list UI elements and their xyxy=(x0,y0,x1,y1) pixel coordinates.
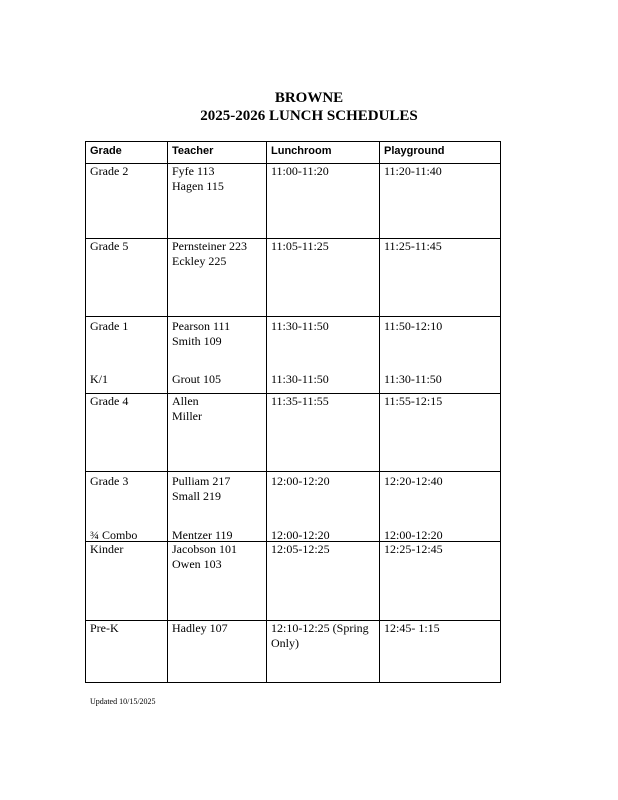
playground-cell: 11:25-11:45 xyxy=(380,239,501,317)
lunchroom-cell: 11:35-11:55 xyxy=(267,394,380,472)
sub-playground: 12:00-12:20 xyxy=(384,528,443,542)
grade-cell: Kinder xyxy=(86,542,168,621)
grade-cell: Grade 5 xyxy=(86,239,168,317)
lunchroom-cell: 12:00-12:20 12:00-12:20 xyxy=(267,472,380,542)
playground-cell: 11:55-12:15 xyxy=(380,394,501,472)
page-title: 2025-2026 LUNCH SCHEDULES xyxy=(200,108,418,124)
grade-cell: Grade 4 xyxy=(86,394,168,472)
teacher-cell: Allen Miller xyxy=(168,394,267,472)
updated-date: Updated 10/15/2025 xyxy=(90,697,156,706)
lunchroom-cell: 11:00-11:20 xyxy=(267,164,380,239)
table-row xyxy=(86,621,501,683)
column-header-lunchroom: Lunchroom xyxy=(267,142,380,164)
table-row xyxy=(86,317,501,394)
table-row xyxy=(86,394,501,472)
sub-teacher: Grout 105 xyxy=(172,372,221,386)
grade-cell: Grade 2 xyxy=(86,164,168,239)
table-header-row xyxy=(86,142,501,164)
sub-grade: ¾ Combo xyxy=(90,528,138,542)
grade-cell: Grade 3 ¾ Combo xyxy=(86,472,168,542)
sub-grade: K/1 xyxy=(90,372,108,386)
playground-cell: 11:20-11:40 xyxy=(380,164,501,239)
playground-cell: 11:50-12:10 11:30-11:50 xyxy=(380,317,501,394)
school-name: BROWNE xyxy=(274,90,344,106)
teacher-cell: Pulliam 217 Small 219 Mentzer 119 xyxy=(168,472,267,542)
lunchroom-cell: 11:30-11:50 11:30-11:50 xyxy=(267,317,380,394)
teacher-cell: Fyfe 113 Hagen 115 xyxy=(168,164,267,239)
column-header-playground: Playground xyxy=(380,142,501,164)
grade-cell: Grade 1 K/1 xyxy=(86,317,168,394)
lunchroom-cell: 12:10-12:25 (Spring Only) xyxy=(267,621,380,683)
teacher-cell: Hadley 107 xyxy=(168,621,267,683)
playground-cell: 12:25-12:45 xyxy=(380,542,501,621)
sub-lunchroom: 11:30-11:50 xyxy=(271,372,329,386)
lunch-schedule-table xyxy=(85,141,501,683)
table-row xyxy=(86,472,501,542)
column-header-grade: Grade xyxy=(86,142,168,164)
grade-cell: Pre-K xyxy=(86,621,168,683)
column-header-teacher: Teacher xyxy=(168,142,267,164)
table-row xyxy=(86,542,501,621)
table-row xyxy=(86,239,501,317)
teacher-cell: Jacobson 101 Owen 103 xyxy=(168,542,267,621)
sub-lunchroom: 12:00-12:20 xyxy=(271,528,330,542)
lunchroom-cell: 12:05-12:25 xyxy=(267,542,380,621)
playground-cell: 12:20-12:40 12:00-12:20 xyxy=(380,472,501,542)
sub-playground: 11:30-11:50 xyxy=(384,372,442,386)
sub-teacher: Mentzer 119 xyxy=(172,528,233,542)
teacher-cell: Pernsteiner 223 Eckley 225 xyxy=(168,239,267,317)
lunchroom-cell: 11:05-11:25 xyxy=(267,239,380,317)
table-row xyxy=(86,164,501,239)
playground-cell: 12:45- 1:15 xyxy=(380,621,501,683)
teacher-cell: Pearson 111 Smith 109 Grout 105 xyxy=(168,317,267,394)
